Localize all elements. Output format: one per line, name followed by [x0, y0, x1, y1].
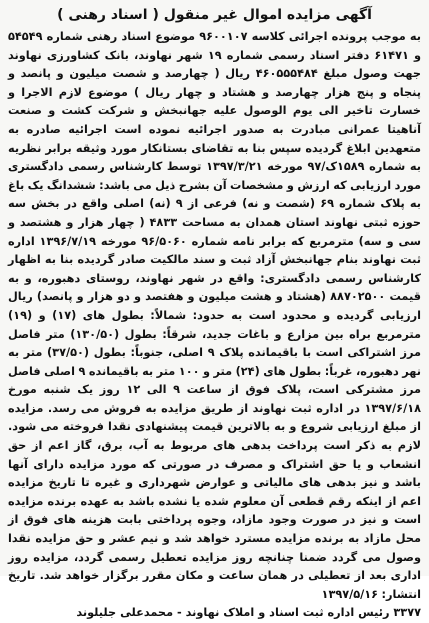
- notice-signature: ۳۳۷۷ رئیس اداره ثبت اسناد و املاک نهاوند - محمدعلی جلیلوند: [76, 606, 421, 620]
- notice-body-text: به موجب پرونده اجرائی کلاسه ۹۶۰۰۱۰۷ موضوع اسناد رهنی شماره ۵۴۵۴۹ و ۶۱۴۷۱ دفتر اسناد رسمی شماره ۱۹ شهر نهاوند، بانک کشاورزی نهاوند جهت وصول مبلغ ۴۶۰۵۵۵۴۸۴ ریال ( چهارصد و شصت میلیون و پانصد و پنجاه و پنج هزار چهارصد و هشتاد و چهار ریال ) موضوع لازم الاجرا و خسارت تاخیر الی یوم الوصول علیه جهانبخش و شرکت کشت و صنعت آناهیتا عمرانی مبادرت به صدور اجرائیه نموده است اجرائیه صادره به متعهدین ابلاغ گردیده سپس بنا به تقاضای بستانکار مورد وثیقه برابر نظریه به شماره ۱۵۸۹ک/۹۷ مورخه ۱۳۹۷/۳/۲۱ توسط کارشناس رسمی دادگستری مورد ارزیابی که ارزش و مشخصات آن بشرح ذیل می باشد: ششدانگ یک باغ به پلاک شماره ۶۹ (شصت و نه) فرعی از ۹ (نه) اصلی واقع در بخش سه حوزه ثبتی نهاوند استان همدان به مساحت ۴۸۳۳ ( چهار هزار و هشتصد و سی و سه) مترمربع که برابر نامه شماره ۹۶/۵۰۶۰ مورخه ۱۳۹۶/۷/۱۹ اداره ثبت نهاوند بنام جهانبخش آزاد ثبت و سند مالکیت صادر گردیده بنا به اظهار کارشناس رسمی دادگستری: واقع در شهر نهاوند، روستای دهبوره، و به قیمت ۸۸۷۰۲۵۰۰ (هشتاد و هشت میلیون و هفتصد و دو هزار و پانصد) ریال ارزیابی گردیده و محدود است به حدود: شمالاً: بطول های (۱۷) و (۱۹) مترمربع براه بین مزارع و باغات جدید، شرقاً: بطول (۱۳۰/۵۰) متر فاصل مرز اشتراکی است با باقیمانده پلاک ۹ اصلی، جنوباً: بطول (۳۷/۵۰) متر به نهر دهبوره، غرباً: بطول های (۲۴) متر و ۱۰۰ متر به باقیمانده ۹ اصلی فاصل مرز مشترکی است، پلاک فوق از ساعت ۹ الی ۱۲ روز یک شنبه مورخ ۱۳۹۷/۶/۱۸ در اداره ثبت نهاوند از طریق مزایده به فروش می رسد. مزایده از مبلغ ارزیابی شروع و به بالاترین قیمت پیشنهادی نقدا فروخته می شود. لازم به ذکر است پرداخت بدهی های مربوط به آب، برق، گاز اعم از حق انشعاب و یا حق اشتراک و مصرف در صورتی که مورد مزایده دارای آنها باشد و نیز بدهی های مالیاتی و عوارض شهرداری و غیره تا تاریخ مزایده اعم از اینکه رقم قطعی آن معلوم شده یا نشده باشد به عهده برنده مزایده است و نیز در صورت وجود مازاد، وجوه پرداختی بابت هزینه های فوق از محل مازاد به برنده مزایده مسترد خواهد شد و نیم عشر و حق مزایده نقدا وصول می گردد ضمنا چنانچه روز مزایده تعطیل رسمی گردد، مزایده روز اداری بعد از تعطیلی در همان ساعت و مکان مقرر برگزار خواهد شد. تاریخ انتشار: ۱۳۹۷/۵/۱۶: [8, 30, 422, 601]
- notice-title: آگهی مزایده اموال غیر منقول ( اسناد رهنی ): [57, 7, 372, 23]
- notice-body: [8, 28, 421, 604]
